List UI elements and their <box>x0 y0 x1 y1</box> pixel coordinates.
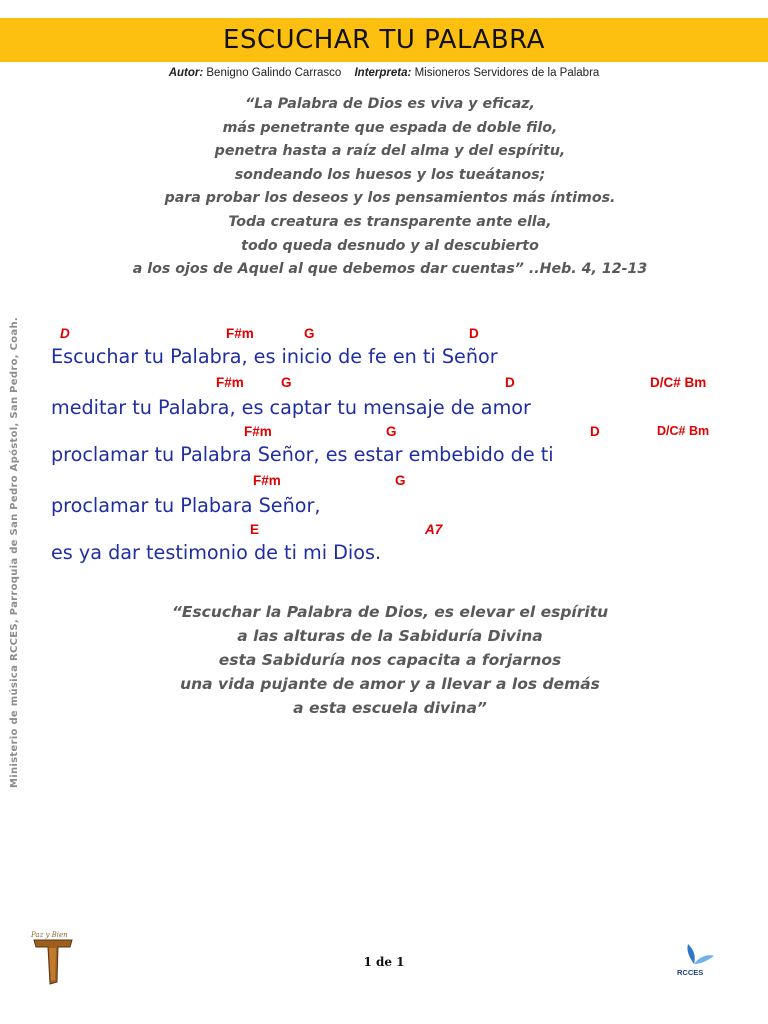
quote-line: todo queda desnudo y al descubierto <box>241 237 539 254</box>
quote-line: a los ojos de Aquel al que debemos dar cuentas” ..Heb. 4, 12-13 <box>132 261 648 278</box>
page-number: 1 de 1 <box>363 955 405 969</box>
title-bar <box>0 18 768 62</box>
chord: G <box>281 375 292 390</box>
song-title: ESCUCHAR TU PALABRA <box>223 25 545 55</box>
quote-line: esta Sabiduría nos capacita a forjarnos <box>218 651 562 669</box>
intro-quote <box>60 93 720 282</box>
chord: D <box>60 326 70 341</box>
chord: F#m <box>216 375 244 390</box>
autor-label: Autor: <box>168 67 204 79</box>
lyric-line: proclamar tu Plabara Señor, <box>51 494 321 517</box>
chord: D/C# Bm <box>650 375 707 390</box>
sidebar-credit: Ministerio de música RCCES, Parroquia de San Pedro Apóstol, San Pedro, Coah. <box>9 317 20 788</box>
lyric-line: meditar tu Palabra, es captar tu mensaje de amor <box>51 396 531 419</box>
lyric-line: es ya dar testimonio de ti mi Dios. <box>51 541 382 564</box>
chord: F#m <box>253 473 281 488</box>
quote-line: penetra hasta a raíz del alma y del espíritu, <box>214 143 566 160</box>
chord: A7 <box>425 522 443 537</box>
quote-line: sondeando los huesos y los tueátanos; <box>234 166 546 183</box>
quote-line: para probar los deseos y los pensamientos más íntimos. <box>164 190 616 207</box>
quote-line: “La Palabra de Dios es viva y eficaz, <box>245 96 535 112</box>
lyric-line: Escuchar tu Palabra, es inicio de fe en ti Señor <box>51 345 498 368</box>
rcces-logo <box>674 942 718 990</box>
dove-icon <box>674 942 718 968</box>
autor-name: Benigno Galindo Carrasco <box>206 67 342 79</box>
quote-line: Toda creatura es transparente ante ella, <box>228 213 552 230</box>
quote-line: más penetrante que espada de doble filo, <box>222 119 558 136</box>
chord: E <box>250 522 260 537</box>
chord: D <box>505 375 515 390</box>
quote-line: a esta escuela divina” <box>293 699 487 717</box>
chord: D <box>469 326 479 341</box>
credits-line <box>0 67 768 79</box>
chord: G <box>304 326 315 341</box>
chord: D/C# Bm <box>657 424 710 438</box>
chord: F#m <box>226 326 254 341</box>
chord: F#m <box>244 424 272 439</box>
quote-line: una vida pujante de amor y a llevar a los demás <box>180 675 600 693</box>
quote-line: “Escuchar la Palabra de Dios, es elevar el espíritu <box>171 603 609 621</box>
rcces-logo-text: RCCES <box>677 968 704 977</box>
logo-motto: Paz y Bien <box>31 931 68 939</box>
closing-quote <box>60 600 720 720</box>
chord: D <box>590 424 600 439</box>
quote-line: a las alturas de la Sabiduría Divina <box>237 627 543 645</box>
chord: G <box>395 473 406 488</box>
lyric-line: proclamar tu Palabra Señor, es estar embebido de ti <box>51 443 554 466</box>
interpreta-label: Interpreta: <box>354 67 412 79</box>
interpreta-name: Misioneros Servidores de la Palabra <box>414 67 600 79</box>
chord: G <box>386 424 397 439</box>
